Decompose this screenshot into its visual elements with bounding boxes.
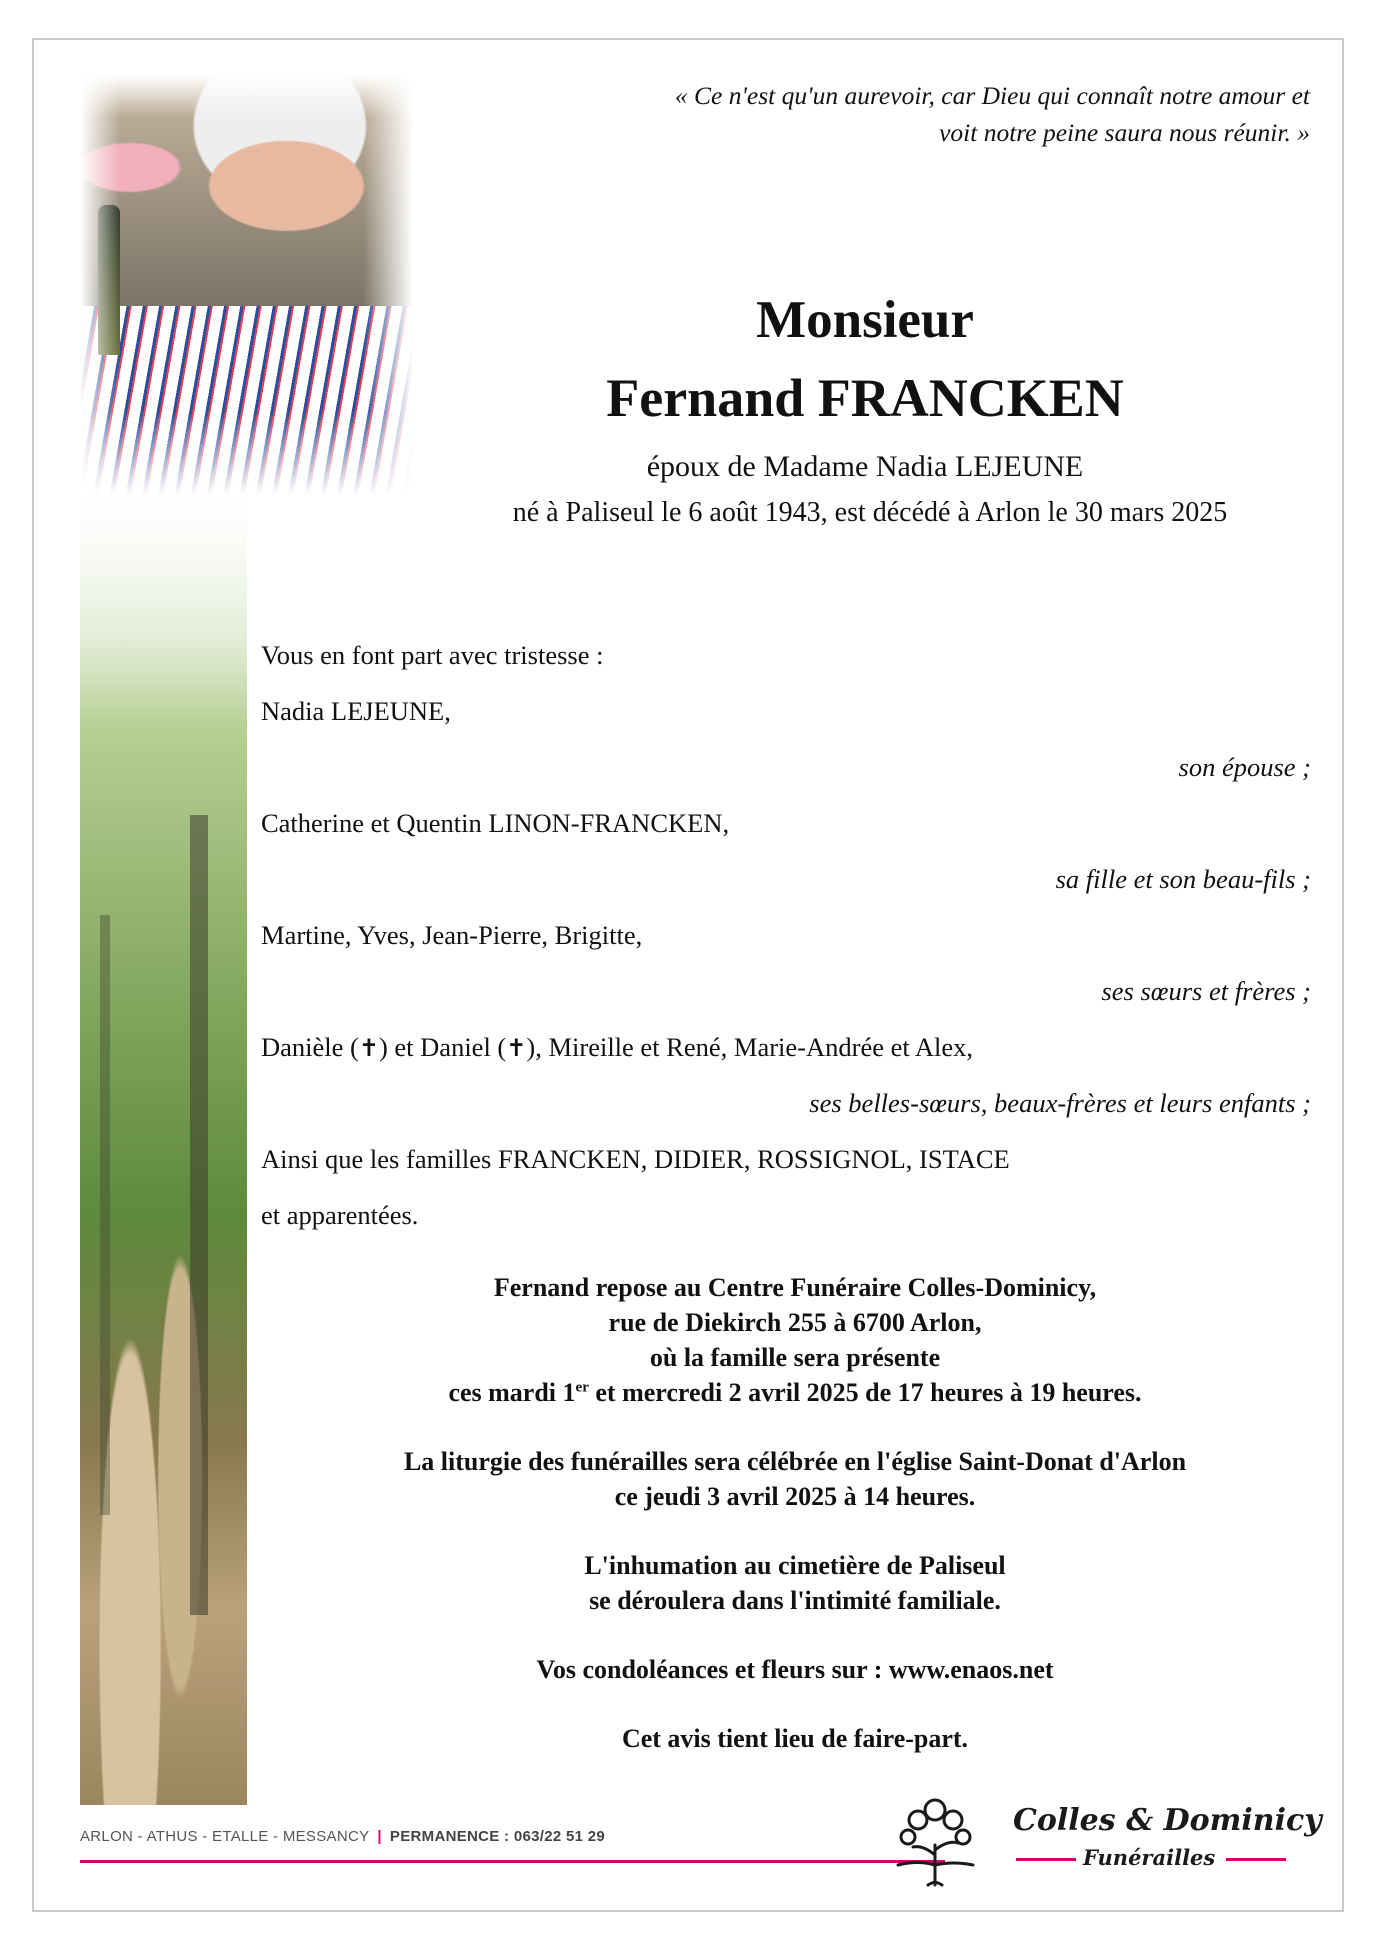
forest-fade-overlay xyxy=(80,495,247,725)
family-relation: son épouse ; xyxy=(1178,752,1311,782)
spouse-line: époux de Madame Nadia LEJEUNE xyxy=(646,450,1084,483)
tree-logo-icon xyxy=(888,1795,983,1890)
family-intro: Vous en font part avec tristesse : xyxy=(261,640,604,670)
deceased-portrait-photo xyxy=(80,75,413,495)
family-names xyxy=(261,1025,1311,1081)
civility: Monsieur xyxy=(756,291,974,349)
visitation-line: rue de Diekirch 255 à 6700 Arlon, xyxy=(608,1308,982,1337)
footer-contact xyxy=(80,1828,605,1845)
closing-line: Cet avis tient lieu de faire-part. xyxy=(621,1724,969,1753)
name-fragment: Danièle ( xyxy=(261,1032,359,1062)
family-relation: sa fille et son beau-fils ; xyxy=(1055,864,1311,894)
visitation-line: Fernand repose au Centre Funéraire Colles-Dominicy, xyxy=(493,1273,1097,1302)
liturgy-line: La liturgie des funérailles sera célébrée en l'église Saint-Donat d'Arlon xyxy=(403,1447,1187,1476)
cross-icon: ✝ xyxy=(506,1034,527,1062)
family-relation: ses sœurs et frères ; xyxy=(1101,976,1311,1006)
visitation-line: où la famille sera présente xyxy=(649,1343,941,1372)
ordinal-suffix: er xyxy=(575,1379,589,1396)
cross-icon: ✝ xyxy=(358,1034,379,1062)
family-names: Nadia LEJEUNE, xyxy=(261,696,451,726)
tree-trunk xyxy=(100,915,110,1515)
liturgy-paragraph xyxy=(300,1444,1290,1514)
other-families: Ainsi que les familles FRANCKEN, DIDIER, ROSSIGNOL, ISTACE xyxy=(261,1144,1010,1174)
family-relation: ses belles-sœurs, beaux-frères et leurs enfants ; xyxy=(809,1088,1311,1118)
name-fragment: ), Mireille et René, Marie-Andrée et Alex, xyxy=(526,1032,974,1062)
funeral-arrangements xyxy=(300,1270,1290,1790)
liturgy-line: ce jeudi 3 avril 2025 à 14 heures. xyxy=(614,1482,976,1511)
visitation-text: et mercredi 2 avril 2025 de 17 heures à 19 heures. xyxy=(588,1378,1142,1407)
funeral-home-logo xyxy=(888,1795,1322,1885)
visitation-line xyxy=(300,1375,1290,1410)
epigraph-quote xyxy=(450,77,1310,151)
brand-accent-line xyxy=(1016,1858,1076,1861)
name-fragment: ) et Daniel ( xyxy=(378,1032,507,1062)
footer-permanence: PERMANENCE : 063/22 51 29 xyxy=(389,1828,605,1845)
visitation-text: ces mardi 1 xyxy=(448,1378,576,1407)
family-announcement xyxy=(261,633,1311,1249)
visitation-paragraph xyxy=(300,1270,1290,1410)
brand-accent-line xyxy=(1226,1858,1286,1861)
portrait-fade-overlay xyxy=(80,75,413,495)
family-names: Martine, Yves, Jean-Pierre, Brigitte, xyxy=(261,920,643,950)
condolences-line: Vos condoléances et fleurs sur : www.enaos.net xyxy=(536,1655,1054,1684)
footer-locations: ARLON - ATHUS - ETALLE - MESSANCY xyxy=(80,1828,370,1845)
other-families-cont: et apparentées. xyxy=(261,1200,419,1230)
brand-name: Colles & Dominicy xyxy=(1013,1803,1322,1838)
deceased-title xyxy=(400,285,1330,441)
footer-accent-line xyxy=(80,1860,945,1863)
forest-path-image xyxy=(80,495,247,1805)
burial-paragraph xyxy=(300,1548,1290,1618)
brand-subtitle: Funérailles xyxy=(1083,1845,1216,1870)
burial-line: L'inhumation au cimetière de Paliseul xyxy=(584,1551,1006,1580)
family-names: Catherine et Quentin LINON-FRANCKEN, xyxy=(261,808,730,838)
footer-separator: | xyxy=(377,1828,382,1845)
deceased-name: Fernand FRANCKEN xyxy=(606,368,1124,428)
quote-line: « Ce n'est qu'un aurevoir, car Dieu qui connaît notre amour et xyxy=(674,81,1310,110)
birth-death-line: né à Paliseul le 6 août 1943, est décédé à Arlon le 30 mars 2025 xyxy=(512,497,1228,528)
burial-line: se déroulera dans l'intimité familiale. xyxy=(589,1586,1001,1615)
tree-trunk xyxy=(190,815,208,1615)
quote-line: voit notre peine saura nous réunir. » xyxy=(939,118,1310,147)
